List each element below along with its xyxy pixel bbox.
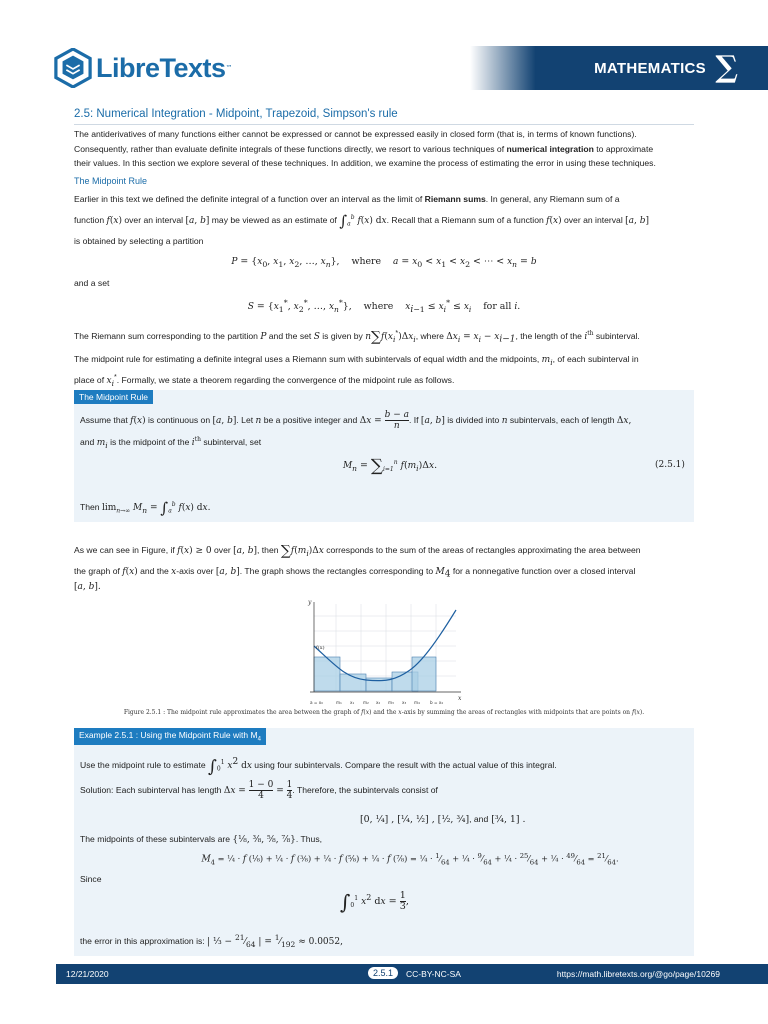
tick-m2: m₂ xyxy=(363,700,369,705)
midpoint-rule-heading: The Midpoint Rule xyxy=(74,176,148,186)
exact-integral: $\int_0^1$ $x^2$ dx = $\frac{1}{3}$ , xyxy=(340,890,409,914)
numerical-integration-term: numerical integration xyxy=(506,143,594,154)
page-title: 2.5: Numerical Integration - Midpoint, Trapezoid, Simpson's rule xyxy=(74,108,694,125)
subject-banner[interactable] xyxy=(470,46,768,90)
tick-x1: x₁ xyxy=(350,700,355,705)
tick-m1: m₁ xyxy=(336,700,342,705)
theorem-limit-statement: Then $\lim_{n\to\infty} M_n = \int_a^b$ f(x) dx. xyxy=(80,498,211,517)
libretexts-logo-icon xyxy=(54,48,92,88)
footer-date: 12/21/2020 xyxy=(66,969,109,979)
m4-computation: $M_4$ = ¼ · f (⅛) + ¼ · f (⅜) + ¼ · f (⅝) + ¼ · f (⅞) = ¼ · $^1⁄_{64}$ + ¼ · $^9⁄_{64}$ + ¼ · $^{25}⁄_{64}$ + ¼ · $^{49}⁄_{64}$ = $^{21}⁄_{64}$. xyxy=(201,852,619,867)
logo-trademark: ™ xyxy=(225,64,233,72)
figure-caption: Figure 2.5.1 : The midpoint rule approximates the area between the graph of f(x) and the x-axis by summing the areas of rectangles with midpoints that are points on f(x). xyxy=(123,709,645,716)
x-axis-label: x xyxy=(458,695,462,702)
midpoint-rule-paragraph: The midpoint rule for estimating a definite integral uses a Riemann sum with subintervals of equal width and the midpoints, $m_i$, of each subinterval in place of $x_i^*$. Formally, we state a theorem regarding the convergence of the midpoint rule as follows. xyxy=(74,354,639,389)
tick-m4: m₄ xyxy=(414,700,420,705)
subject-label: MATHEMATICS xyxy=(594,60,706,77)
footer-license[interactable]: CC-BY-NC-SA xyxy=(406,969,461,979)
intro-paragraph xyxy=(74,127,694,171)
riemann-sum-sentence: The Riemann sum corresponding to the partition P and the set S is given by $n\sum f(x_i^*)\Delta x_i$, where $\Delta x_i = x_i - x_{i-1}$, the length of the $i^{th}$ subinterval. xyxy=(74,328,640,345)
riemann-paragraph-line-2: function f(x) over an interval [a, b] may be viewed as an estimate of $\int_a^b$ f(x) dx. Recall that a Riemann sum of a function f(x) over an interval [a, b] xyxy=(74,211,650,230)
riemann-paragraph-line-1: Earlier in this text we defined the definite integral of a function over an interval as the limit of Riemann sums. In general, any Riemann sum of a xyxy=(74,194,620,204)
page-header xyxy=(0,0,768,100)
example-problem: Use the midpoint rule to estimate $\int_0^1$ $x^2$ dx using four subintervals. Compare the result with the actual value of this integral. xyxy=(80,756,557,777)
tick-x2: x₂ xyxy=(376,700,381,705)
logo-wordmark: LibreTexts xyxy=(96,52,226,83)
midpoint-rule-figure xyxy=(306,596,466,710)
equation-number: (2.5.1) xyxy=(655,460,685,470)
rectangle-5 xyxy=(412,657,436,691)
intro-line-1: The antiderivatives of many functions either cannot be expressed or cannot be expressed easily in closed form (that is, in terms of known functions). xyxy=(74,129,637,139)
libretexts-logo[interactable] xyxy=(54,48,233,88)
intro-line-2: Consequently, rather than evaluate definite integrals of these functions directly, we resort to various techniques of numerical integration to approximate xyxy=(74,143,654,154)
error-line: the error in this approximation is: | ⅓ − $^{21}⁄_{64}$ | = $^1⁄_{192} \approx 0.0052$, xyxy=(80,933,343,949)
example-tag: Example 2.5.1 : Using the Midpoint Rule with $M_4$ xyxy=(74,728,266,745)
y-axis-label: y xyxy=(308,599,312,606)
midpoints-line: The midpoints of these subintervals are {⅛, ⅜, ⅝, ⅞}. Thus, xyxy=(80,834,323,845)
theorem-line-2: and $m_i$ is the midpoint of the $i^{th}$ subinterval, set xyxy=(80,436,262,450)
closed-interval-ab: [a, b]. xyxy=(74,582,101,592)
footer-page-number: 2.5.1 xyxy=(368,967,398,979)
page-footer xyxy=(56,964,768,984)
page-content xyxy=(74,108,694,125)
riemann-paragraph-line-3: is obtained by selecting a partition xyxy=(74,236,204,246)
tick-x0: a = x₀ xyxy=(310,700,323,705)
since-text: Since xyxy=(80,874,102,884)
tick-x3: x₃ xyxy=(402,700,407,705)
riemann-sums-term: Riemann sums xyxy=(424,194,486,204)
theorem-line-1: Assume that f(x) is continuous on [a, b]. Let n be a positive integer and Δx = $\frac{b - a}{n}$ . If [a, b] is divided into n subintervals, each of length Δx, xyxy=(80,410,632,431)
subintervals-list: [0, ¼] , [¼, ½] , [½, ¾], and [¾, 1] . xyxy=(360,814,526,825)
intro-line-3: their values. In this section we explore several of these techniques. In addition, we examine the process of estimating the error in using these techniques. xyxy=(74,158,656,169)
partition-equation: $P = \{x_0$, $x_1$, $x_2$, …, $x_n$}, where $a = x_0 < x_1 < x_2$ < ⋯ < $x_n = b$ xyxy=(231,256,537,269)
and-a-set-text: and a set xyxy=(74,278,110,288)
figure-description-line-1: As we can see in Figure, if f(x) ≥ 0 over [a, b], then $\sum f(m_i)\Delta x$ corresponds to the sum of the areas of rectangles approximating the area between xyxy=(74,543,641,559)
rectangle-1 xyxy=(314,657,340,691)
sigma-icon: ∑ xyxy=(715,50,738,85)
tick-x4: b = x₄ xyxy=(430,700,443,705)
sample-set-equation: $S = \{x_1^*$, $x_2^*$, …, $x_n^*$}, where $x_{i-1} \le x_i^* \le x_i$ for all i. xyxy=(247,298,521,315)
curve-label: f(x) xyxy=(316,645,325,651)
example-solution-step: Solution: Each subinterval has length Δx = $\frac{1 - 0}{4}$ = $\frac{1}{4}$ . Therefore, the subintervals consist of xyxy=(80,780,438,802)
figure-description-line-2: the graph of f(x) and the x-axis over [a, b]. The graph shows the rectangles corresponding to $M_4$ for a nonnegative function over a closed interval xyxy=(74,566,636,580)
theorem-tag: The Midpoint Rule xyxy=(74,390,153,404)
midpoint-sum-formula: $M_n = \sum_{i=1}^n$ $f(m_i)\Delta x$. xyxy=(342,456,438,476)
footer-url-link[interactable]: https://math.libretexts.org/@go/page/10269 xyxy=(556,969,720,979)
tick-m3: m₃ xyxy=(388,700,394,705)
